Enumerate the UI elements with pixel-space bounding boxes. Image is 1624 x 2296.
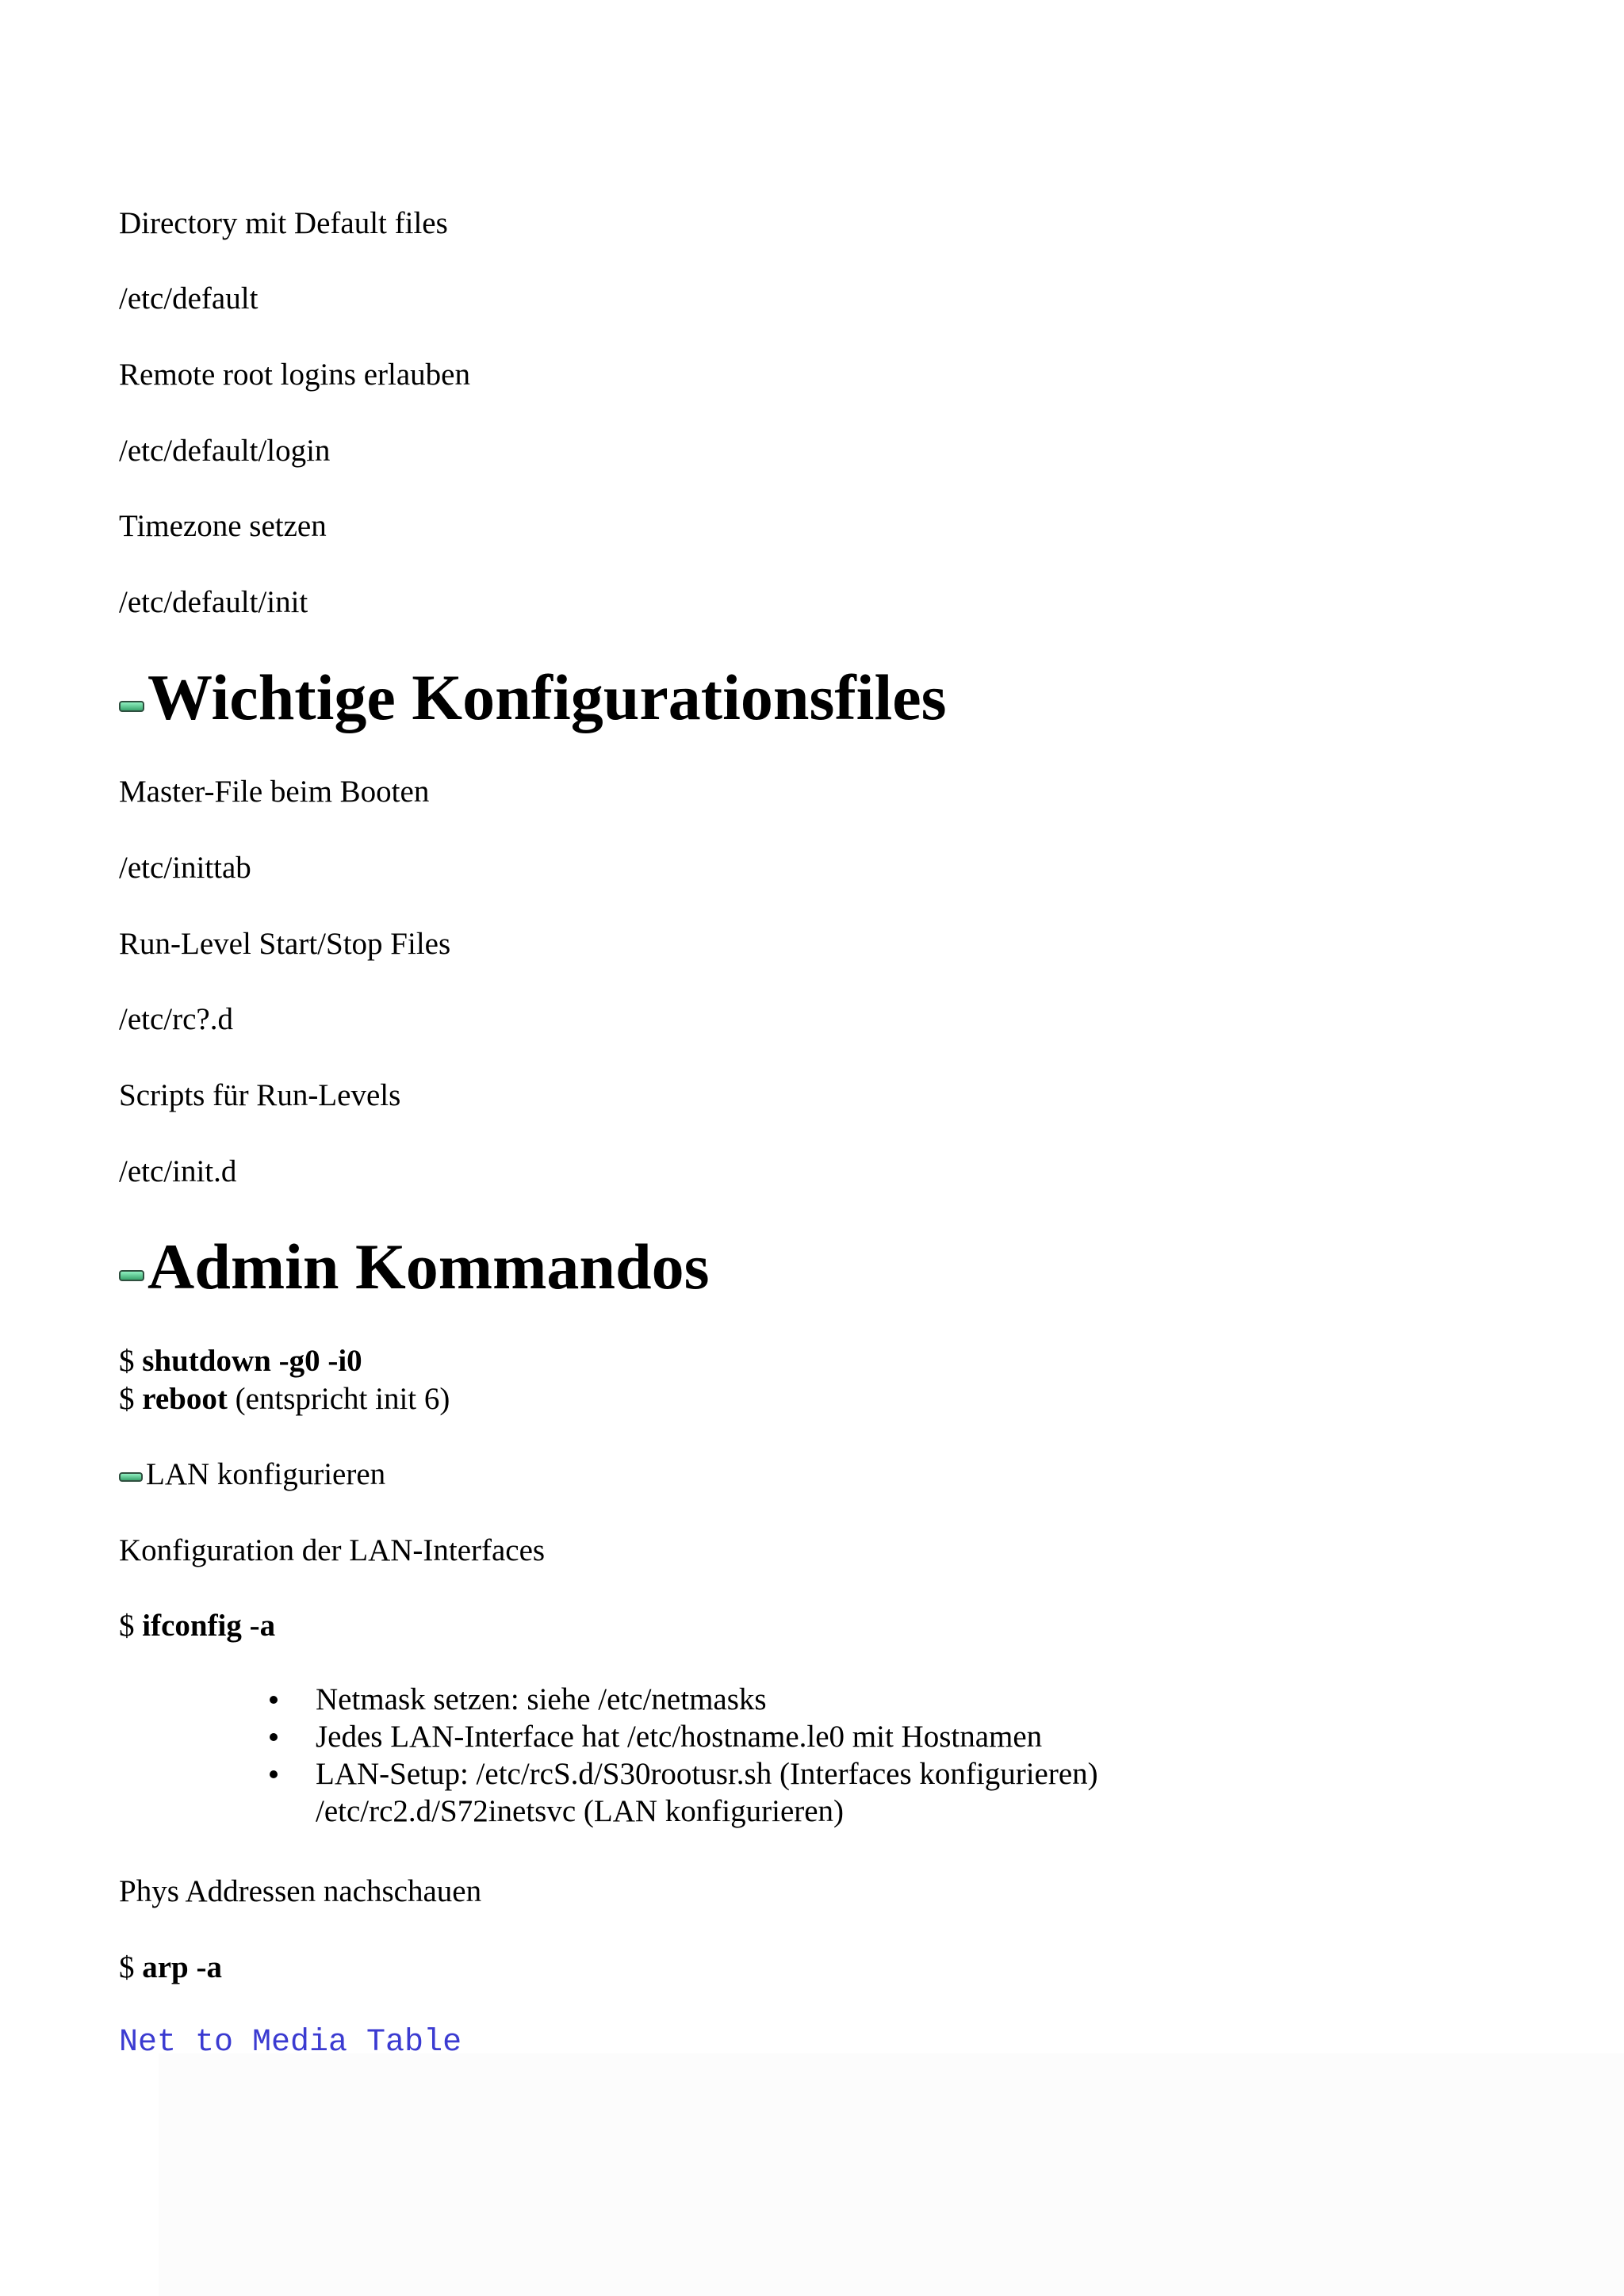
text-line: Scripts für Run-Levels xyxy=(119,1078,401,1112)
prompt: $ xyxy=(119,1609,143,1643)
list-item xyxy=(270,1718,1098,1755)
text-line: Remote root logins erlauben xyxy=(119,358,470,392)
command-line-ifconfig xyxy=(119,1607,275,1645)
command-note: (entspricht init 6) xyxy=(227,1382,450,1416)
list-item-text: Netmask setzen: siehe /etc/netmasks xyxy=(316,1682,767,1716)
list-item-text: LAN-Setup: /etc/rcS.d/S30rootusr.sh (Interfaces konfigurieren) xyxy=(316,1757,1098,1791)
bullet-icon xyxy=(270,1696,278,1704)
command-text: arp -a xyxy=(142,1950,222,1984)
command-line-shutdown xyxy=(119,1342,362,1380)
green-bar-icon xyxy=(119,1270,144,1281)
bullet-list xyxy=(270,1681,1098,1830)
text-line: Directory mit Default files xyxy=(119,206,448,240)
command-line-arp xyxy=(119,1949,222,1987)
bullet-icon xyxy=(270,1733,278,1741)
list-item xyxy=(270,1755,1098,1830)
list-item-continuation: /etc/rc2.d/S72inetsvc (LAN konfigurieren) xyxy=(316,1794,845,1828)
prompt: $ xyxy=(119,1950,143,1984)
list-item-text: Jedes LAN-Interface hat /etc/hostname.le0 mit Hostnamen xyxy=(316,1720,1043,1754)
page-shade xyxy=(159,2053,1624,2296)
command-text: reboot xyxy=(142,1382,228,1416)
section-heading-text: Admin Kommandos xyxy=(147,1230,710,1303)
section-heading-config xyxy=(119,660,947,736)
command-line-reboot xyxy=(119,1380,450,1418)
path-line: /etc/inittab xyxy=(119,851,251,885)
monospace-output: Net to Media Table xyxy=(119,2025,462,2061)
bullet-icon xyxy=(270,1770,278,1778)
path-line: /etc/default/login xyxy=(119,434,331,468)
command-text: shutdown -g0 -i0 xyxy=(142,1344,362,1378)
green-bar-icon xyxy=(119,1472,143,1482)
section-heading-admin xyxy=(119,1229,710,1305)
prompt: $ xyxy=(119,1344,143,1378)
green-bar-icon xyxy=(119,701,144,712)
path-line: /etc/default xyxy=(119,281,259,316)
text-line: Timezone setzen xyxy=(119,509,327,543)
path-line: /etc/rc?.d xyxy=(119,1002,233,1036)
path-line: /etc/init.d xyxy=(119,1154,237,1188)
path-line: /etc/default/init xyxy=(119,585,308,619)
subsection-lan xyxy=(119,1456,385,1494)
text-line: Phys Addressen nachschauen xyxy=(119,1874,482,1908)
section-heading-text: Wichtige Konfigurationsfiles xyxy=(147,661,947,733)
text-line: Run-Level Start/Stop Files xyxy=(119,927,451,961)
command-text: ifconfig -a xyxy=(142,1609,276,1643)
subsection-title: LAN konfigurieren xyxy=(146,1457,386,1491)
prompt: $ xyxy=(119,1382,143,1416)
list-item xyxy=(270,1681,1098,1718)
text-line: Konfiguration der LAN-Interfaces xyxy=(119,1533,546,1567)
text-line: Master-File beim Booten xyxy=(119,775,430,809)
